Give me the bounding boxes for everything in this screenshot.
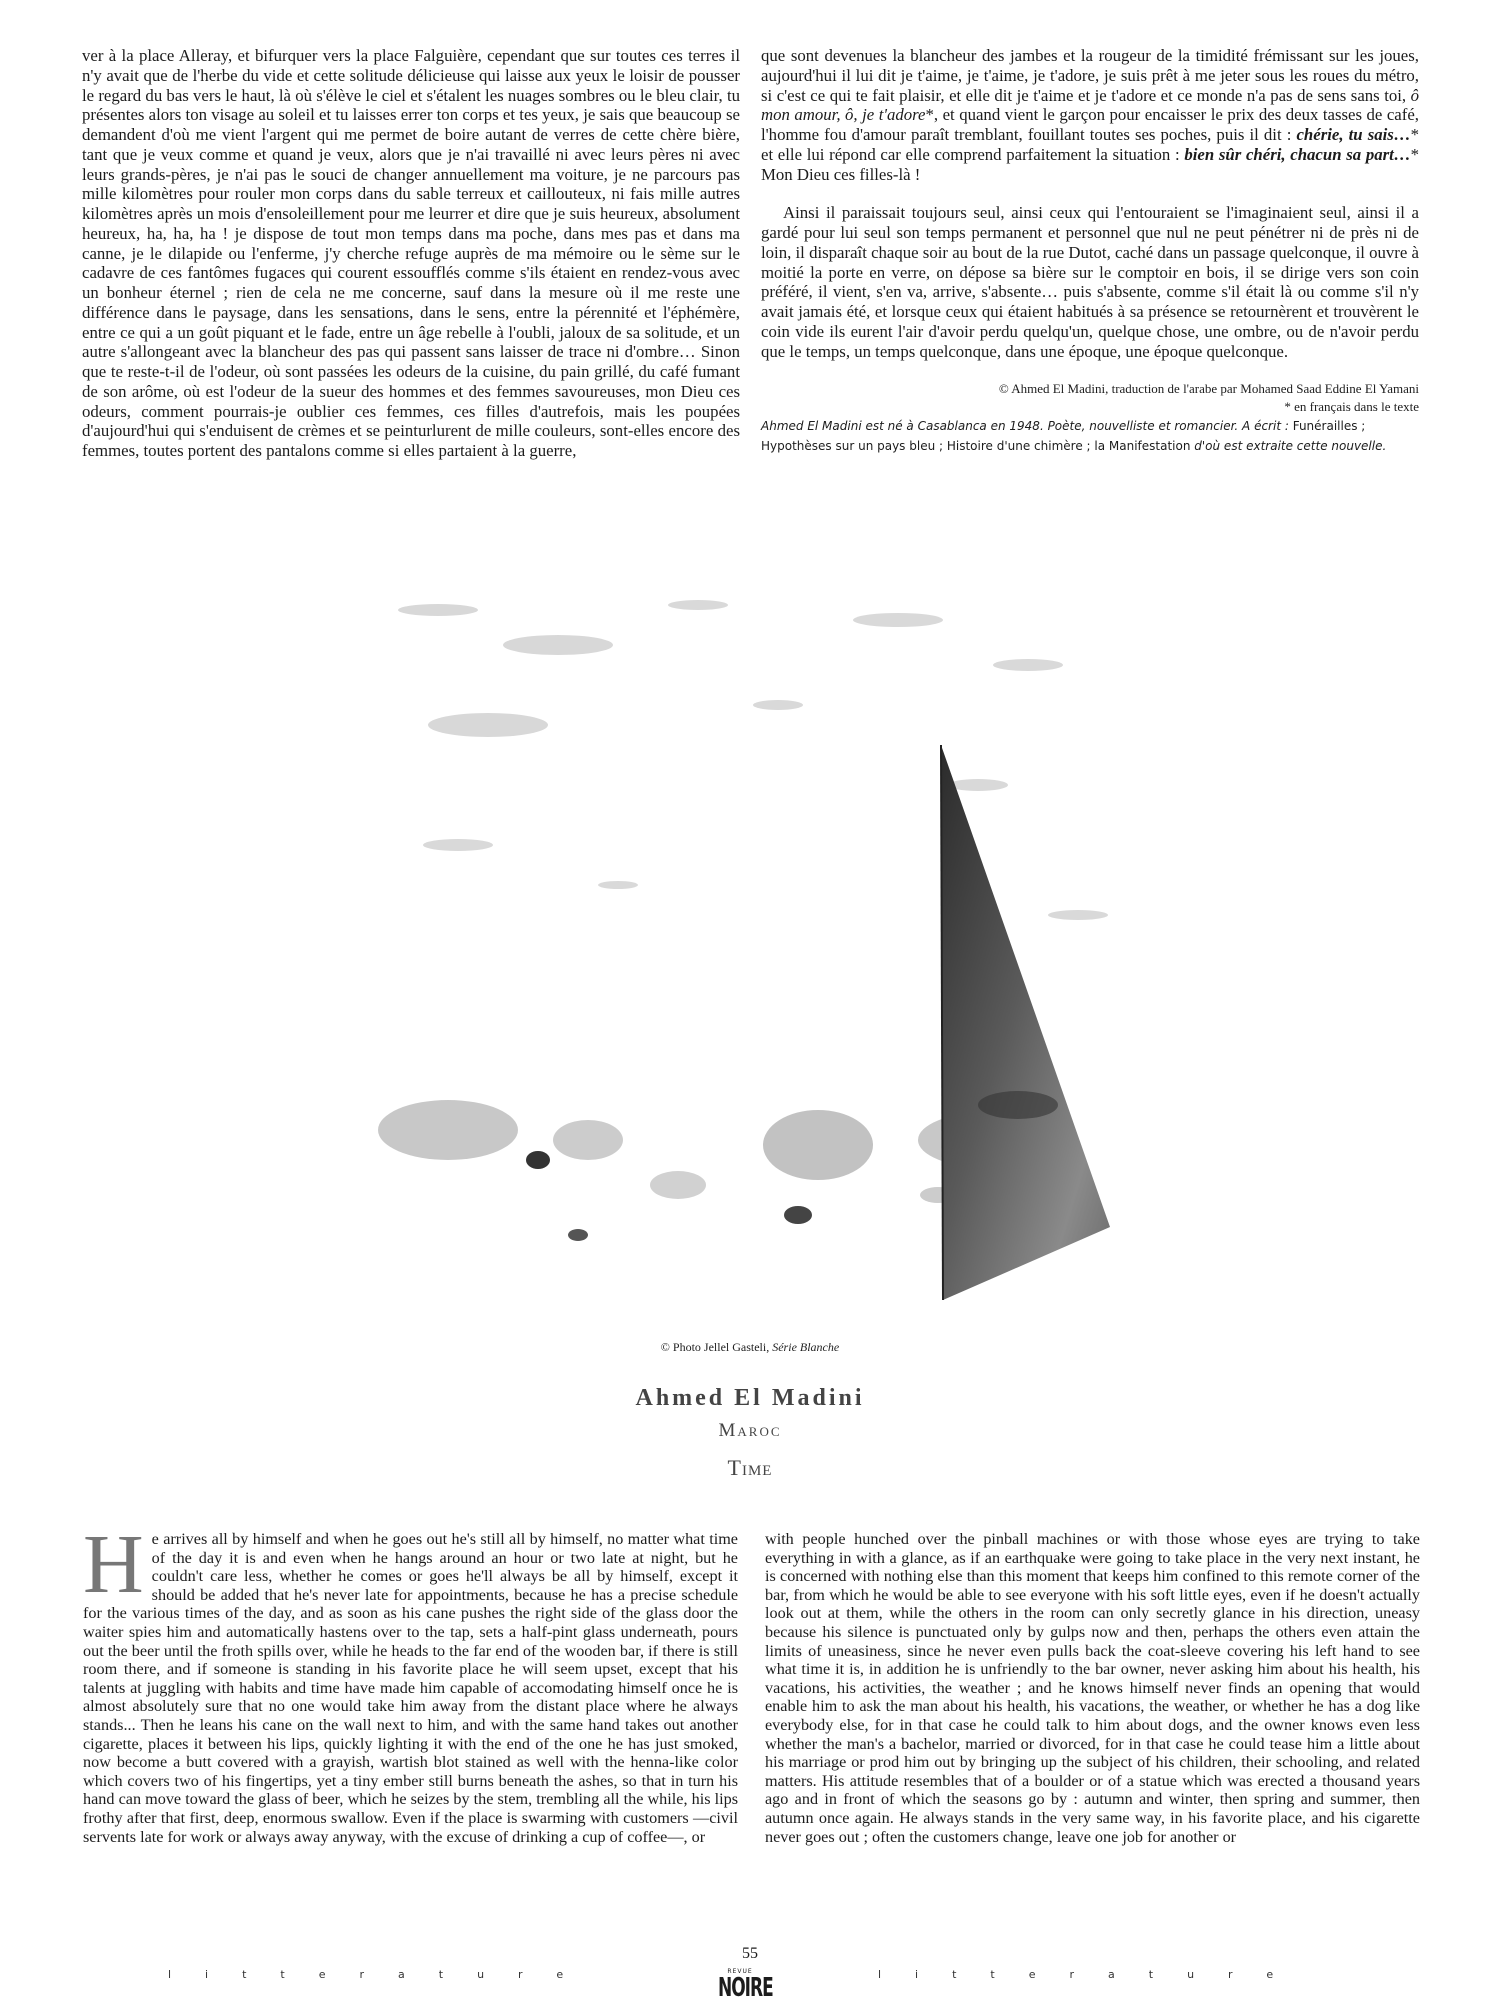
photo-credit bbox=[600, 1340, 900, 1355]
text-run: d'où est bbox=[1190, 439, 1247, 454]
text-run: * et elle lui répond car elle comprend parfaitement la situation : bbox=[761, 125, 1419, 164]
story-title: Time bbox=[727, 1455, 773, 1480]
revue-noire-logo bbox=[718, 1968, 773, 2004]
footer-section-label-right: litterature bbox=[878, 1968, 1308, 1981]
italic-run: ô mon amour, ô, je t'adore bbox=[761, 85, 1419, 125]
text-run: que sont devenues la blancheur des jambes et la rougeur de la timidité frémissant sur les joues, aujourd'hui il lui dit je t'aime, je t'aime, je t'adore, je suis prêt à me jeter sous les roues du métro, si c'est ce qui te fait plaisir, et elle dit je t'aime et je t'adore et ce monde n'a pas de sens sans toi, bbox=[761, 46, 1419, 105]
author-country: Maroc bbox=[718, 1420, 782, 1441]
text-run: Funérailles ; Hypothèses sur un pays bleu ; Histoire d'une chimère ; la Manifestation bbox=[761, 419, 1366, 454]
italic-run: Série Blanche bbox=[772, 1340, 840, 1354]
author-name: Ahmed El Madini bbox=[635, 1385, 865, 1411]
english-text-left-column bbox=[83, 1518, 738, 1846]
sail-photo bbox=[378, 585, 1128, 1330]
drop-cap: H bbox=[83, 1518, 144, 1611]
french-paragraph: Ainsi il paraissait toujours seul, ainsi ceux qui l'entouraient se l'imaginaient seul, ainsi il a gardé pour lui seul son temps permanent et personnel que nul ne peut pénétrer ni de près ni de loin, il disparaît chaque soir au bout de la rue Dutot, caché dans un passage quelconque, il ouvre à moitié la porte en verre, on dépose sa bière sur le comptoir en bois, il se dirige vers son coin préféré, il vient, s'en va, arrive, s'absente… puis s'absente, comme s'il était là ou comme s'il n'y avait jamais été, et lorsque ceux qui étaient habitués à sa présence se retournèrent et trouvèrent le coin vide ils eurent l'air d'avoir perdu quelqu'un, quelque chose, une ombre, ou de n'avoir perdu que le temps, un temps quelconque, dans une époque, une époque quelconque. bbox=[761, 203, 1419, 361]
translation-credit: © Ahmed El Madini, traduction de l'arabe par Mohamed Saad Eddine El Yamani bbox=[998, 381, 1419, 397]
text-run: extraite cette nouvelle. bbox=[1246, 439, 1387, 454]
text-run: © Photo Jellel Gasteli, bbox=[660, 1340, 773, 1354]
text-run: * Mon Dieu ces filles-là ! bbox=[761, 144, 1419, 184]
page-number: 55 bbox=[742, 1945, 758, 1962]
english-paragraph bbox=[83, 1518, 738, 1846]
french-paragraph: ver à la place Alleray, et bifurquer vers la place Falguière, cependant que sur toutes ces terres il n'y avait que de l'herbe du vide et cette solitude délicieuse qui laisse aux yeux le loisir de pousser le regard du bas vers le haut, là où s'élève le ciel et s'étalent les nuages sombres ou le bleu clair, tu présentes alors ton visage au soleil et tu laisses errer ton corps et tes yeux, je sais que beaucoup se demandent d'où me vient l'argent qui me permet de boire autant de verres de cette chère bière, tant que je veux comme et quand je veux, alors que je n'ai travaillé ni avec leurs pères ni avec leurs grands-pères, je n'ai pas le souci de changer annuellement ma voiture, je ne parcours pas mille kilomètres pour rouler mon corps dans du sable terreux et caillouteux, ni fais mille autres kilomètres après un mois d'ensoleillement pour me leurrer et dire que je suis heureux, absolument heureux, ha, ha, ha ! je dispose de tout mon temps dans ma poche, dans mes pas et dans ma canne, je le dilapide ou l'enferme, j'y cherche refuge auprès de ma mémoire ou le sème sur le cadavre de ces fantômes fugaces qui courent essoufflés comme s'ils étaient en rendez-vous avec un bonheur éternel ; rien de cela ne me concerne, sauf dans la mesure où il me reste une différence dans le paysage, dans les sensations, dans le sens, entre la pérennité et l'éphémère, entre ce qui a un goût piquant et le fade, entre un âge rebelle à l'oubli, jaloux de sa solitude, et un autre s'allongeant avec la blancheur des pas qui passent sans laisser de trace ni d'ombre… Sinon que te reste-t-il de l'odeur, où sont passées les odeurs de la cuisine, du pain grillé, du café fumant de son arôme, où est l'odeur de la sueur des hommes et des femmes savoureuses, mon Dieu ces odeurs, comment pourrais-je oublier ces femmes, ces filles d'autrefois, mais les poupées d'aujourd'hui qui s'enduisent de crèmes et se peinturlurent de mille couleurs, sont-elles encore des femmes, toutes portent des pantalons comme si elles partaient à la guerre, bbox=[82, 46, 740, 460]
text-run: Ahmed El Madini est né à Casablanca en 1948. Poète, nouvelliste et romancier. A écrit : bbox=[761, 419, 1293, 434]
french-paragraph bbox=[761, 46, 1419, 184]
logo-small-text: REVUE bbox=[727, 1968, 753, 1975]
text-run: *, et quand vient le garçon pour encaisser le prix des deux tasses de café, l'homme fou d'amour paraît tremblant, fouillant toutes ses poches, puis il dit : bbox=[761, 105, 1419, 144]
italic-run: bien sûr chéri, chacun sa part… bbox=[1184, 144, 1411, 164]
french-text-right-column bbox=[761, 46, 1419, 456]
author-bio bbox=[761, 416, 1419, 456]
footnote: * en français dans le texte bbox=[1284, 399, 1419, 415]
english-text-right-column bbox=[765, 1530, 1420, 1846]
logo-big-text: NOIRE bbox=[718, 1973, 773, 2004]
text-run: e arrives all by himself and when he goes out he's still all by himself, no matter what time of the day it is and even when he hangs around an hour or two late at night, but he couldn't care less, whether he comes or goes he'll always be all by himself, except it should be added that he's never late for appointments, because he has a precise schedule for the various times of the day, and as soon as his cane pushes the right side of the glass door the waiter spies him and automatically hastens over to the tap, sets a half-pint glass underneath, pours out the beer until the froth spills over, while he heads to the far end of the wooden bar, if there is still room there, and if someone is standing in his favorite place he will seem upset, except that his talents at juggling with habits and time have made him capable of accomodating himself once he is almost absolutely sure that no one would take him away from the distant place where he always stands... Then he leans his cane on the wall next to him, and with the same hand takes out another cigarette, places it between his lips, quickly lighting it with the end of the one he has just smoked, now become a butt covered with a grayish, wartish blot stained as well with the henna-like color which covers two of his fingertips, yet a tiny ember still burns beneath the ashes, so that in turn his hand can move toward the glass of beer, which he seizes by the stem, trembling all the while, his lips frothy after that first, deep, enormous swallow. Even if the place is swarming with customers —civil servents late for work or always away anyway, with the excuse of drinking a cup of coffee—, or bbox=[83, 1530, 738, 1846]
english-paragraph: with people hunched over the pinball machines or with those whose eyes are trying to take everything in with a glance, as if an earthquake were going to take place in the very next instant, he is concerned with nothing else than this moment that keeps him confined to this remote corner of the bar, from which he would be able to see everyone with his soft little eyes, even if he doesn't actually look out at them, while the others in the room can only secretly glance in his direction, uneasy because his silence is punctuated only by gulps now and then, perhaps the others even attain the limits of uneasiness, since he never even pulls back the coat-sleeve covering his left hand to see what time it is, in addition he is unfriendly to the bar owner, never asking him about his health, his vacations, his activities, the weather ; and he knows himself never finds an opening that would enable him to ask the man about his health, his vacations, the weather, or whether he has a dog like everybody else, for in that case he could talk to him about dogs, and the owner knows even less whether the man's a bachelor, married or divorced, for in that case he could tease him a little about his marriage or prod him out by bringing up the subject of his children, their schooling, and related matters. His attitude resembles that of a boulder or of a statue which was erected a thousand years ago and in front of which the seasons go by : autumn and winter, then spring and summer, then autumn once again. He always stands in the very same way, in his favorite place, and his cigarette never goes out ; often the customers change, leave one job for another or bbox=[765, 1530, 1420, 1846]
footer-section-label-left: litterature bbox=[168, 1968, 598, 1981]
french-text-left-column bbox=[82, 46, 740, 461]
italic-run: chérie, tu sais… bbox=[1296, 125, 1411, 144]
